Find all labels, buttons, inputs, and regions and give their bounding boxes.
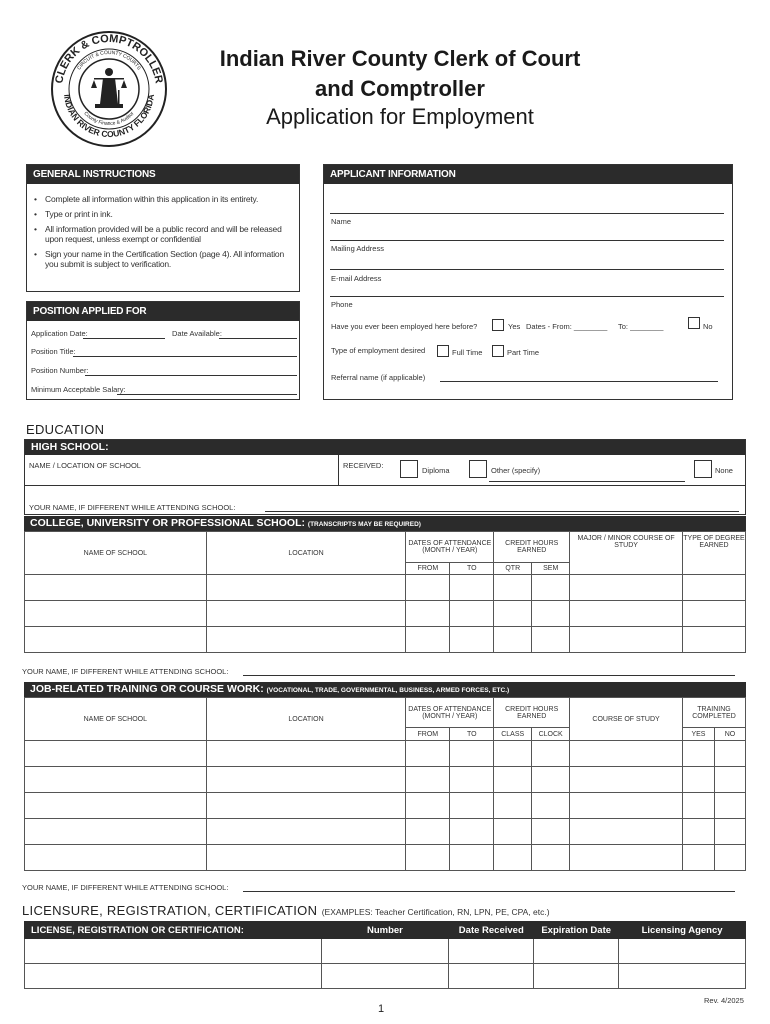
employed-no-checkbox[interactable]	[688, 317, 700, 329]
licensure-col-date-received: Date Received	[449, 922, 534, 939]
employed-no-label: No	[703, 322, 713, 331]
training-header-row	[25, 698, 746, 728]
licensure-col-number: Number	[321, 922, 449, 939]
education-heading: EDUCATION	[26, 422, 105, 437]
table-row[interactable]	[25, 575, 746, 601]
applicant-info-heading: APPLICANT INFORMATION	[324, 165, 732, 184]
page-subtitle: Application for Employment	[266, 104, 534, 129]
training-col-course: COURSE OF STUDY	[570, 698, 683, 741]
hs-other-field[interactable]	[489, 481, 685, 482]
college-col-from: FROM	[406, 563, 450, 575]
training-heading-bar	[24, 682, 746, 697]
college-col-location: LOCATION	[206, 532, 406, 575]
hs-row-line	[25, 485, 745, 486]
table-row[interactable]	[25, 964, 746, 989]
application-date-field[interactable]	[83, 338, 165, 339]
licensure-col-agency: Licensing Agency	[619, 922, 746, 939]
training-col-yes: YES	[682, 728, 714, 741]
table-row[interactable]	[25, 939, 746, 964]
table-row[interactable]	[25, 627, 746, 653]
mailing-address-label: Mailing Address	[331, 244, 384, 253]
table-row[interactable]	[25, 767, 746, 793]
name-field[interactable]	[330, 213, 724, 214]
training-col-class: CLASS	[494, 728, 532, 741]
name-label: Name	[331, 217, 352, 226]
email-field[interactable]	[330, 269, 724, 270]
training-col-completed: TRAINING COMPLETED	[682, 698, 745, 728]
title-line-1: Indian River County Clerk of Court	[219, 46, 581, 71]
referral-label: Referral name (if applicable)	[331, 373, 426, 382]
part-time-label: Part Time	[507, 348, 540, 357]
training-your-name-field[interactable]	[243, 891, 735, 892]
position-title-field[interactable]	[73, 356, 297, 357]
hs-none-label: None	[715, 466, 733, 475]
full-time-label: Full Time	[452, 348, 483, 357]
licensure-col-expiration: Expiration Date	[534, 922, 619, 939]
hs-received-label: RECEIVED:	[343, 461, 384, 470]
seal-arc-top: CLERK & COMPTROLLER	[53, 32, 165, 85]
training-table	[24, 697, 746, 871]
high-school-heading: HIGH SCHOOL:	[25, 440, 745, 455]
employed-yes-checkbox[interactable]	[492, 319, 504, 331]
hs-diploma-checkbox[interactable]	[400, 460, 418, 478]
licensure-table	[24, 921, 746, 989]
college-your-name-label: YOUR NAME, IF DIFFERENT WHILE ATTENDING SCHOOL:	[22, 667, 229, 676]
employed-yes-label: Yes	[508, 322, 521, 331]
hs-divider	[338, 455, 339, 485]
college-table	[24, 531, 746, 653]
seal-arc-inner: CIRCUIT & COUNTY COURTS	[76, 49, 142, 72]
table-row[interactable]	[25, 741, 746, 767]
county-seal-logo	[50, 30, 168, 148]
instruction-item: • Type or print in ink.	[31, 209, 293, 219]
general-instructions-heading: GENERAL INSTRUCTIONS	[27, 165, 299, 184]
college-col-to: TO	[450, 563, 494, 575]
position-applied-heading: POSITION APPLIED FOR	[27, 302, 299, 321]
hs-name-location-label: NAME / LOCATION OF SCHOOL	[29, 461, 141, 470]
min-salary-field[interactable]	[117, 394, 297, 395]
seal-arc-bottom: INDIAN RIVER COUNTY FLORIDA	[62, 93, 157, 140]
general-instructions-panel	[26, 164, 300, 292]
application-date-label: Application Date:	[31, 329, 88, 338]
licensure-col-license: LICENSE, REGISTRATION OR CERTIFICATION:	[25, 922, 322, 939]
position-title-label: Position Title:	[31, 347, 76, 356]
applicant-info-panel	[323, 164, 733, 400]
table-row[interactable]	[25, 845, 746, 871]
seal-arc-inner-bottom: County Finance & Auditor	[82, 110, 136, 128]
hs-other-label: Other (specify)	[491, 466, 541, 475]
instruction-item: • Complete all information within this application in its entirety.	[31, 194, 293, 204]
training-col-to: TO	[450, 728, 494, 741]
table-row[interactable]	[25, 819, 746, 845]
hs-your-name-field[interactable]	[265, 511, 739, 512]
min-salary-label: Minimum Acceptable Salary:	[31, 385, 126, 394]
college-header-row	[25, 532, 746, 563]
licensure-heading: LICENSURE, REGISTRATION, CERTIFICATION	[22, 903, 318, 918]
dates-from-label: Dates - From: ________	[526, 322, 608, 331]
dates-to-label: To: ________	[618, 322, 664, 331]
date-available-field[interactable]	[219, 338, 297, 339]
date-available-label: Date Available:	[172, 329, 222, 338]
college-heading-sub: (TRANSCRIPTS MAY BE REQUIRED)	[307, 521, 421, 528]
college-col-qtr: QTR	[494, 563, 532, 575]
mailing-address-field[interactable]	[330, 240, 724, 241]
employed-question: Have you ever been employed here before?	[331, 322, 478, 331]
instruction-item: • All information provided will be a public record and will be released upon request, unless exempt or confidential	[31, 224, 293, 244]
training-heading-sub: (VOCATIONAL, TRADE, GOVERNMENTAL, BUSINESS, ARMED FORCES, ETC.)	[266, 687, 510, 694]
college-col-major: MAJOR / MINOR COURSE OF STUDY	[570, 532, 683, 575]
position-number-field[interactable]	[85, 375, 297, 376]
email-label: E-mail Address	[331, 274, 382, 283]
training-col-dates: DATES OF ATTENDANCE (MONTH / YEAR)	[406, 698, 494, 728]
training-heading: JOB-RELATED TRAINING OR COURSE WORK:	[30, 683, 264, 695]
phone-label: Phone	[331, 300, 353, 309]
table-row[interactable]	[25, 793, 746, 819]
position-applied-panel	[26, 301, 300, 400]
training-col-no: NO	[714, 728, 745, 741]
training-col-name: NAME OF SCHOOL	[25, 698, 207, 741]
full-time-checkbox[interactable]	[437, 345, 449, 357]
college-col-sem: SEM	[532, 563, 570, 575]
training-col-from: FROM	[406, 728, 450, 741]
college-col-degree: TYPE OF DEGREE EARNED	[683, 532, 746, 575]
high-school-panel	[24, 439, 746, 515]
training-col-location: LOCATION	[206, 698, 406, 741]
college-col-dates: DATES OF ATTENDANCE (MONTH / YEAR)	[406, 532, 494, 563]
hs-your-name-label: YOUR NAME, IF DIFFERENT WHILE ATTENDING SCHOOL:	[29, 503, 236, 512]
college-heading: COLLEGE, UNIVERSITY OR PROFESSIONAL SCHOOL:	[30, 517, 305, 529]
page-number: 1	[378, 1003, 385, 1015]
training-col-credit: CREDIT HOURS EARNED	[494, 698, 570, 728]
part-time-checkbox[interactable]	[492, 345, 504, 357]
licensure-header-row	[25, 922, 746, 939]
referral-field[interactable]	[440, 381, 718, 382]
position-number-label: Position Number:	[31, 366, 89, 375]
training-col-clock: CLOCK	[532, 728, 570, 741]
instructions-list	[27, 184, 299, 269]
licensure-section-heading	[22, 902, 550, 920]
hs-diploma-label: Diploma	[422, 466, 450, 475]
instruction-item: • Sign your name in the Certification Section (page 4). All information you submit is subject to verification.	[31, 249, 293, 269]
college-your-name-field[interactable]	[243, 675, 735, 676]
employment-type-label: Type of employment desired	[331, 346, 426, 355]
college-col-name: NAME OF SCHOOL	[25, 532, 207, 575]
training-your-name-label: YOUR NAME, IF DIFFERENT WHILE ATTENDING SCHOOL:	[22, 883, 229, 892]
revision-label: Rev. 4/2025	[704, 996, 744, 1005]
hs-none-checkbox[interactable]	[694, 460, 712, 478]
title-line-2: and Comptroller	[315, 76, 485, 101]
college-heading-bar	[24, 516, 746, 531]
college-col-credit: CREDIT HOURS EARNED	[494, 532, 570, 563]
licensure-examples: (EXAMPLES: Teacher Certification, RN, LPN, PE, CPA, etc.)	[321, 907, 550, 917]
hs-other-checkbox[interactable]	[469, 460, 487, 478]
phone-field[interactable]	[330, 296, 724, 297]
table-row[interactable]	[25, 601, 746, 627]
